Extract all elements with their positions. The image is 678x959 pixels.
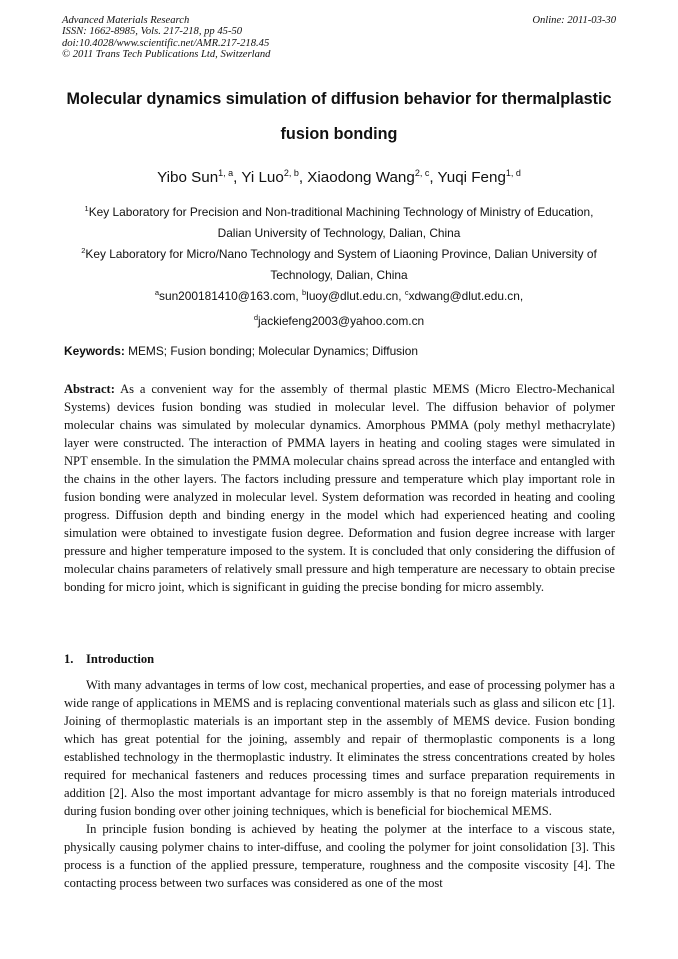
email-mark: d xyxy=(253,313,259,322)
affiliation-text: Key Laboratory for Precision and Non-traditional Machining Technology of Ministry of Education, xyxy=(88,205,594,219)
email-address[interactable]: luoy@dlut.edu.cn, xyxy=(306,289,405,303)
journal-doi: doi:10.4028/www.scientific.net/AMR.217-218.45 xyxy=(62,37,270,49)
paper-title-line-2: fusion bonding xyxy=(280,125,398,143)
author-affiliation-mark: 2, c xyxy=(414,168,430,178)
email-mark: a xyxy=(154,288,160,297)
author-separator: , xyxy=(298,169,308,186)
author-affiliation-mark: 1, a xyxy=(218,168,234,178)
author-affiliation-mark: 1, d xyxy=(505,168,521,178)
affiliation-mark: 1 xyxy=(84,204,89,213)
author-separator: , xyxy=(233,169,242,186)
author-name: Xiaodong Wang xyxy=(307,169,415,186)
author-separator: , xyxy=(429,169,438,186)
section-number: 1. xyxy=(64,652,74,666)
affiliation-2 xyxy=(62,240,616,286)
journal-issn: ISSN: 1662-8985, Vols. 217-218, pp 45-50 xyxy=(62,26,243,38)
affiliation-text: Dalian University of Technology, Dalian, China xyxy=(217,226,461,240)
author-name: Yuqi Feng xyxy=(437,169,506,186)
introduction-paragraph-2: In principle fusion bonding is achieved by heating the polymer at the interface to a viscous state, physically causing polymer chains to inter-diffuse, and cooling the polymer for joint consolidation [3]. This process is a function of the applied pressure, temperature, roughness and the composite viscosity [4]. The contacting process between two surfaces was considered as one of the most xyxy=(64,822,615,890)
journal-copyright: © 2011 Trans Tech Publications Ltd, Switzerland xyxy=(62,49,271,61)
email-address[interactable]: jackiefeng2003@yahoo.com.cn xyxy=(258,314,425,328)
affiliation-text: Technology, Dalian, China xyxy=(270,268,408,282)
author-list xyxy=(50,168,628,186)
affiliation-mark: 2 xyxy=(81,246,86,255)
author-emails xyxy=(62,282,616,332)
email-mark: b xyxy=(302,288,307,297)
abstract-text: As a convenient way for the assembly of thermal plastic MEMS (Micro Electro-Mechanical Systems) devices fusion bonding was studied in molecular level. The diffusion behavior of polymer molecular chains was simulated by molecular dynamics. Amorphous PMMA (poly methyl methacrylate) layer were constructed. The interaction of PMMA layers in heating and cooling stages were simulated in NPT ensemble. In the simulation the PMMA molecular chains spread across the interface and entangled with the chains in the other layers. The factors including pressure and temperature which play important role in fusion bonding were analyzed in molecular level. System deformation was recorded in heating and cooling progress. Diffusion depth and binding energy in the model which had experienced heating and cooling simulation were obtained to investigate fusion degree. Deformation and fusion degree increase with larger pressure and higher temperature imposed to the system. It is concluded that only considering the diffusion of molecular chains parameters of relatively small pressure and high temperature are necessary to obtain precise bonding for micro joint, which is significant in guiding the precise bonding for micro assembly. xyxy=(64,382,615,594)
section-title: Introduction xyxy=(86,652,155,666)
affiliation-1 xyxy=(62,198,616,244)
online-date: Online: 2011-03-30 xyxy=(532,15,616,26)
journal-name: Advanced Materials Research xyxy=(62,15,190,26)
keywords-label: Keywords: xyxy=(64,344,125,358)
abstract xyxy=(64,380,615,596)
journal-header xyxy=(62,15,616,61)
abstract-label: Abstract: xyxy=(64,382,115,396)
email-address[interactable]: xdwang@dlut.edu.cn, xyxy=(408,289,524,303)
keywords-text: MEMS; Fusion bonding; Molecular Dynamics; Diffusion xyxy=(124,344,418,358)
section-heading-introduction xyxy=(64,652,615,667)
email-address[interactable]: sun200181410@163.com, xyxy=(159,289,302,303)
introduction-body xyxy=(64,676,615,892)
author-affiliation-mark: 2, b xyxy=(283,168,299,178)
keywords xyxy=(64,344,616,358)
introduction-paragraph-1: With many advantages in terms of low cost, mechanical properties, and ease of processing polymer has a wide range of applications in MEMS and is replacing conventional materials such as glass and silicon etc [1]. Joining of thermoplastic materials is an important step in the assembly of MEMS device. Fusion bonding which has great potential for the joining, assembly and repair of thermoplastic components is a long established technology in the thermoplastic industry. It eliminates the stress concentrations created by holes required for mechanical fasteners and reduces processing times and surface preparation requirements in addition [2]. Also the most important advantage for micro assembly is that no foreign materials introduced during fusion bonding over other joining techniques, which is beneficial for biochemical MEMS. xyxy=(64,678,615,818)
email-mark: c xyxy=(404,288,409,297)
author-name: Yi Luo xyxy=(241,169,284,186)
author-name: Yibo Sun xyxy=(157,169,219,186)
affiliation-text: Key Laboratory for Micro/Nano Technology and System of Liaoning Province, Dalian University of xyxy=(85,247,597,261)
paper-title-line-1: Molecular dynamics simulation of diffusion behavior for thermalplastic xyxy=(66,90,612,108)
